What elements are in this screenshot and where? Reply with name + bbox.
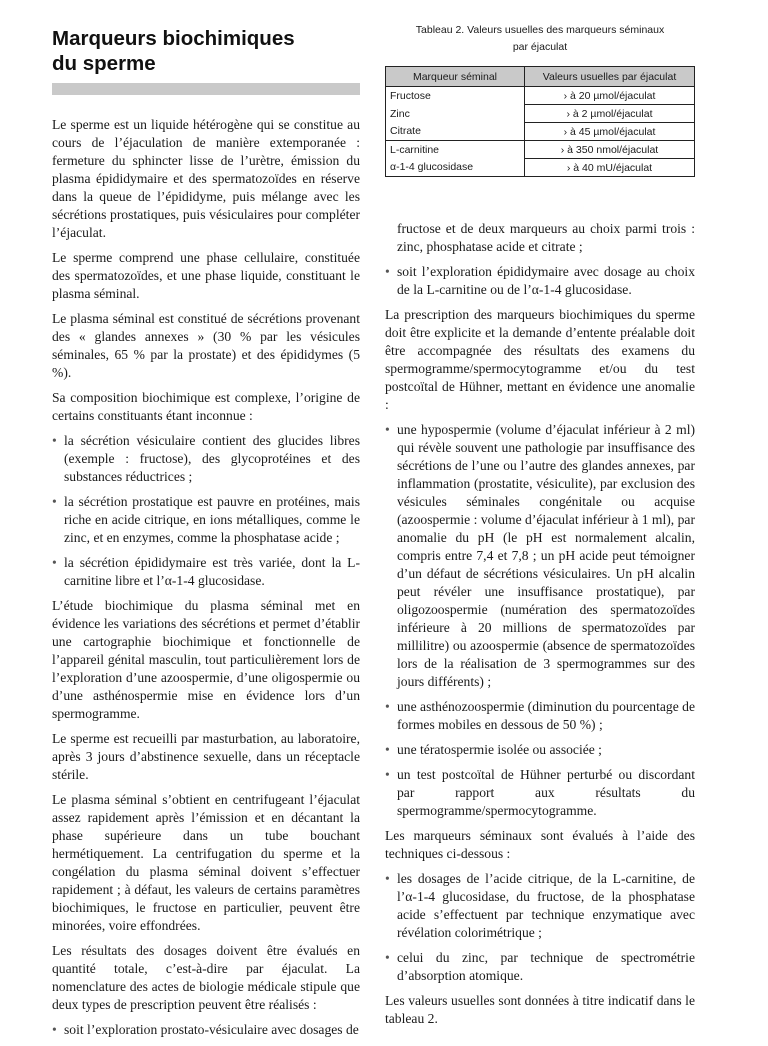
marker-name: Zinc (386, 105, 525, 123)
table-row (386, 141, 695, 159)
list-item: • une hypospermie (volume d’éjaculat inférieur à 2 ml) qui révèle souvent une pathologie par insuffisance des sécrétions de l’une ou l’autre des glandes annexes, par inflammation (prostatite, vésiculite), par exclusion des vésicules séminales congénitale ou acquise (azoospermie : volume d’éjaculat inférieur à 1 ml), par anomalie du pH (le pH est normalement alcalin, compris entre 7,4 et 7,8 ; un pH acide peut témoigner d’un défaut de sécrétions vésiculaires. Un pH alcalin peut révéler une insuffisance prostatique), par oligozoospermie (numération des spermatozoïdes inférieure à 20 millions de spermatozoïdes par millilitre) ou azoospermie (absence de spermatozoïdes lors de la réalisation de 3 spermogrammes sur des jours différents) ; (385, 422, 695, 689)
paragraph: Le sperme est un liquide hétérogène qui se constitue au cours de l’éjaculation de manière extemporanée : fermeture du sphincter lisse de l’urètre, émission du plasma épididymaire et des spermatozoïdes en réserve dans la queue de l’épididyme, puis mélange avec les sécrétions prostatiques, puis vésiculaires pour compléter l’éjaculat. (52, 117, 360, 240)
marker-value: › à 350 nmol/éjaculat (525, 141, 695, 159)
left-body-text (52, 116, 360, 1046)
marker-value: › à 45 µmol/éjaculat (525, 123, 695, 141)
table-row (386, 105, 695, 123)
table-row (386, 123, 695, 141)
bullet-icon: • (385, 767, 390, 782)
list-item: • la sécrétion épididymaire est très variée, dont la L-carnitine libre et l’α-1-4 glucosidase. (52, 555, 360, 588)
title-line-2: du sperme (52, 52, 156, 75)
marker-name: L-carnitine (386, 141, 525, 159)
paragraph: Le sperme comprend une phase cellulaire, constituée des spermatozoïdes, et une phase liquide, constituant le plasma séminal. (52, 250, 360, 301)
bullet-icon: • (52, 1022, 57, 1037)
table-row (386, 87, 695, 105)
list-item: • soit l’exploration prostato-vésiculaire avec dosages de (52, 1022, 359, 1037)
bullet-icon: • (385, 699, 390, 714)
list-item: • une tératospermie isolée ou associée ; (385, 742, 602, 757)
title-line-1: Marqueurs biochimiques (52, 27, 295, 50)
paragraph: Le plasma séminal s’obtient en centrifugeant l’éjaculat assez rapidement après l’émission et en décantant la phase supérieure dans un tube bouchant hermétiquement. La centrifugation du sperme et la congélation du plasma séminal doivent s’effectuer rapidement ; à défaut, les valeurs de certains paramètres biochimiques, le fructose en particulier, peuvent être minorées, voire effondrées. (52, 792, 360, 933)
bullet-icon: • (385, 871, 390, 886)
bullet-icon: • (385, 950, 390, 965)
paragraph: Le plasma séminal est constitué de sécrétions provenant des « glandes annexes » (30 % par les vésicules séminales, 65 % par la prostate) et des épididymes (5 %). (52, 311, 360, 380)
paragraph: Les marqueurs séminaux sont évalués à l’aide des techniques ci-dessous : (385, 828, 695, 861)
right-body-text (385, 220, 695, 1035)
list-item-continuation: fructose et de deux marqueurs au choix parmi trois : zinc, phosphatase acide et citrate ; (397, 221, 695, 254)
list-item: • celui du zinc, par technique de spectrométrie d’absorption atomique. (385, 950, 695, 983)
bullet-icon: • (52, 555, 57, 570)
paragraph: La prescription des marqueurs biochimiques du sperme doit être explicite et la demande d’entente préalable doit être accompagnée des résultats des examens du spermogramme/spermocytogramme et/ou du test postcoïtal de Hühner, mettant en évidence une anomalie : (385, 307, 695, 412)
paragraph: L’étude biochimique du plasma séminal met en évidence les variations des sécrétions et permet d’établir une cartographie biochimique et fonctionnelle de l’appareil génital masculin, tout particulièrement lors de l’exploration d’une azoospermie, d’une oligospermie ou d’une asthénospermie mise en évidence lors d’un spermogramme. (52, 598, 360, 721)
bullet-icon: • (52, 433, 57, 448)
marker-value: › à 40 mU/éjaculat (525, 159, 695, 177)
list-item: • soit l’exploration épididymaire avec dosage au choix de la L-carnitine ou de l’α-1-4 glucosidase. (385, 264, 695, 297)
paragraph: Les résultats des dosages doivent être évalués en quantité totale, c’est-à-dire par éjaculat. La nomenclature des actes de biologie médicale stipule que deux types de prescription peuvent être réalisés : (52, 943, 360, 1012)
list-item: • les dosages de l’acide citrique, de la L-carnitine, de l’α-1-4 glucosidase, du fructose, de la phosphatase acide s’effectuent par technique enzymatique avec révélation colorimétrique ; (385, 871, 695, 940)
marker-name: α-1-4 glucosidase (386, 159, 525, 177)
technique-list (385, 870, 695, 985)
table-caption: Tableau 2. Valeurs usuelles des marqueurs séminaux par éjaculat (415, 24, 665, 53)
marker-name: Citrate (386, 123, 525, 141)
paragraph: Les valeurs usuelles sont données à titre indicatif dans le tableau 2. (385, 993, 695, 1026)
secretion-list (52, 432, 360, 590)
marker-value: › à 2 µmol/éjaculat (525, 105, 695, 123)
prescription-list-continued (385, 263, 695, 299)
list-item: • un test postcoïtal de Hühner perturbé ou discordant par rapport aux résultats du spermogramme/spermocytogramme. (385, 767, 695, 818)
anomaly-list (385, 421, 695, 820)
paragraph: Le sperme est recueilli par masturbation, au laboratoire, après 3 jours d’abstinence sexuelle, dans un réceptacle stérile. (52, 731, 360, 782)
paragraph: Sa composition biochimique est complexe, l’origine de certains constituants étant inconnue : (52, 390, 360, 423)
list-item: • la sécrétion prostatique est pauvre en protéines, mais riche en acide citrique, en ions métalliques, comme le zinc, et en enzymes, comme la phosphatase acide ; (52, 494, 360, 545)
title-divider-bar (52, 83, 360, 95)
page-title (52, 26, 295, 76)
marker-value: › à 20 µmol/éjaculat (525, 87, 695, 105)
bullet-icon: • (385, 264, 390, 279)
table-header-row (386, 67, 695, 87)
column-header-value: Valeurs usuelles par éjaculat (525, 67, 695, 87)
bullet-icon: • (52, 494, 57, 509)
seminal-markers-table (385, 66, 695, 177)
bullet-icon: • (385, 742, 390, 757)
bullet-icon: • (385, 422, 390, 437)
table-row (386, 159, 695, 177)
list-item: • une asthénozoospermie (diminution du pourcentage de formes mobiles en dessous de 50 %) ; (385, 699, 695, 732)
list-item: • la sécrétion vésiculaire contient des glucides libres (exemple : fructose), des glycoprotéines et des substances réductrices ; (52, 433, 360, 484)
column-header-marker: Marqueur séminal (386, 67, 525, 87)
marker-name: Fructose (386, 87, 525, 105)
